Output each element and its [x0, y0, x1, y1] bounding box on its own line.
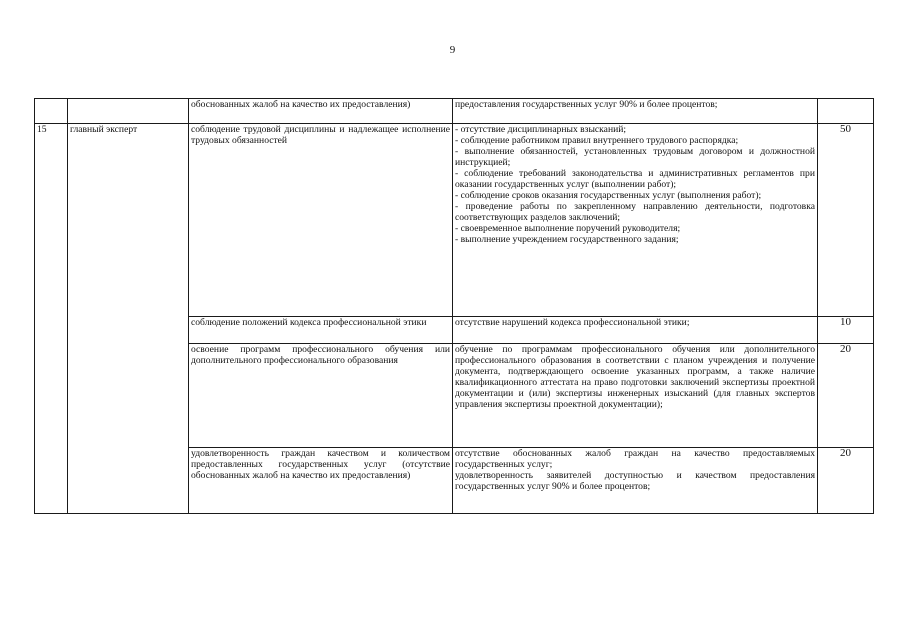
score-cell: 20	[818, 344, 874, 448]
criterion-cell: удовлетворенность граждан качеством и количеством предоставленных государственных услуг (отсутствие обоснованных жалоб на качество их предоставления)	[189, 448, 453, 514]
criterion-cell: соблюдение трудовой дисциплины и надлежащее исполнение трудовых обязанностей	[189, 124, 453, 317]
indicator-cell: обучение по программам профессионального обучения или дополнительного профессионального образования в соответствии с планом учреждения и получение документа, подтверждающего освоение указанных программ, а также наличие квалификационного аттестата на право подготовки заключений экспертизы проектной документации и (или) экспертизы инженерных изысканий (для главных экспертов управления экспертизы проектной документации);	[453, 344, 818, 448]
table-row	[35, 99, 874, 124]
score-cell: 50	[818, 124, 874, 317]
indicator-line: - соблюдение сроков оказания государственных услуг (выполнения работ);	[455, 190, 762, 201]
indicator-line: отсутствие обоснованных жалоб граждан на качество предоставляемых государственных услуг;	[455, 448, 815, 470]
criterion-cell: обоснованных жалоб на качество их предоставления)	[189, 99, 453, 124]
table-row	[35, 124, 874, 317]
position-cell	[68, 99, 189, 124]
number-cell	[35, 99, 68, 124]
indicator-cell	[453, 124, 818, 317]
indicator-line: - своевременное выполнение поручений руководителя;	[455, 223, 681, 234]
indicator-line: удовлетворенность заявителей доступностью и качеством предоставления государственных услуг 90% и более процентов;	[455, 470, 815, 492]
score-cell	[818, 99, 874, 124]
indicator-line: - соблюдение работником правил внутреннего трудового распорядка;	[455, 135, 739, 146]
position-title: главный эксперт	[68, 124, 189, 514]
indicator-line: - выполнение обязанностей, установленных трудовым договором и должностной инструкцией;	[455, 146, 815, 168]
indicator-cell: предоставления государственных услуг 90% и более процентов;	[453, 99, 818, 124]
indicator-cell	[453, 448, 818, 514]
criterion-cell: освоение программ профессионального обучения или дополнительного профессионального образования	[189, 344, 453, 448]
criteria-table	[34, 98, 874, 514]
score-cell: 10	[818, 317, 874, 344]
page-number: 9	[449, 44, 456, 56]
indicator-line: - отсутствие дисциплинарных взысканий;	[455, 124, 627, 135]
indicator-line: - выполнение учреждением государственного задания;	[455, 234, 679, 245]
indicator-cell: отсутствие нарушений кодекса профессиональной этики;	[453, 317, 818, 344]
indicator-line: - соблюдение требований законодательства и административных регламентов при оказании государственных услуг (выполнении работ);	[455, 168, 815, 190]
score-cell: 20	[818, 448, 874, 514]
row-number: 15	[35, 124, 68, 514]
indicator-line: - проведение работы по закрепленному направлению деятельности, подготовка соответствующих разделов заключений;	[455, 201, 815, 223]
criterion-cell: соблюдение положений кодекса профессиональной этики	[189, 317, 453, 344]
